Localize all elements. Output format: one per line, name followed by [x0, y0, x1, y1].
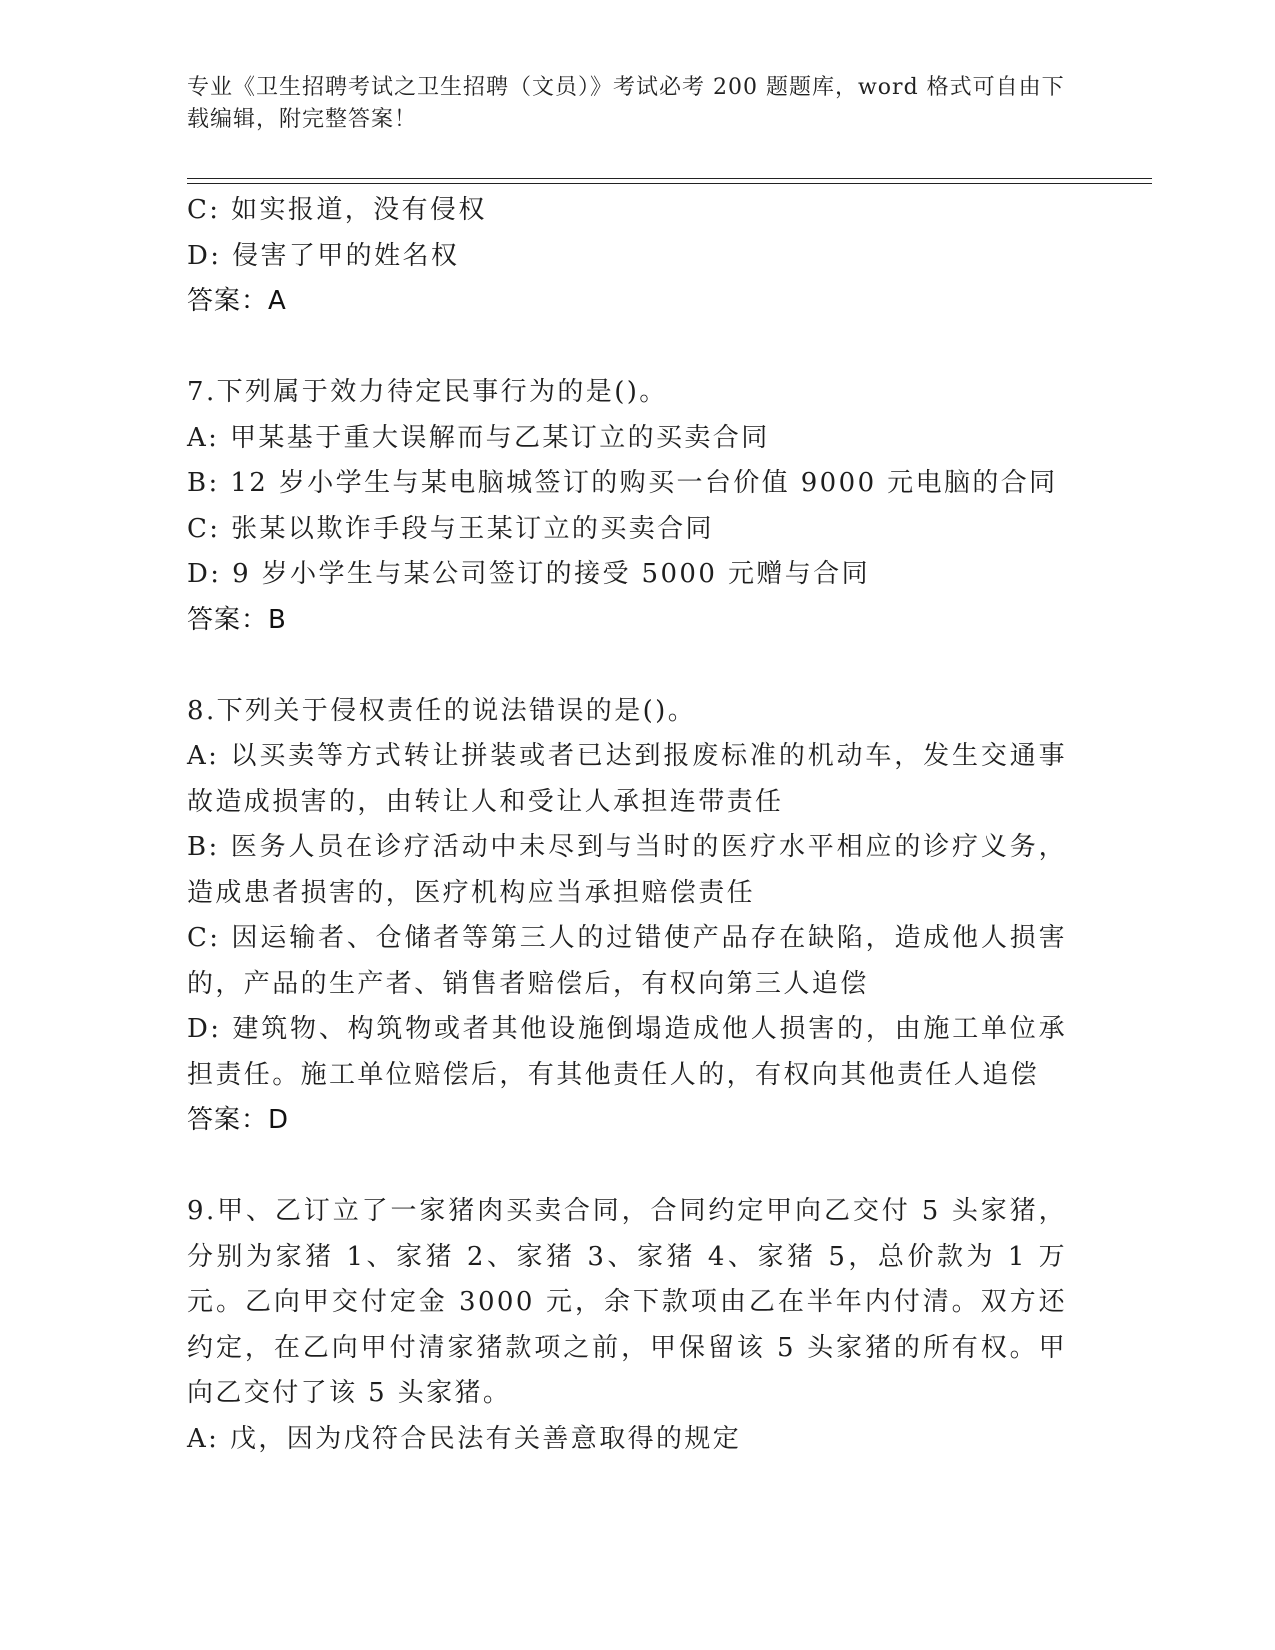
q8-question: 8.下列关于侵权责任的说法错误的是()。 — [187, 695, 697, 726]
q8-option-d: D: 建筑物、构筑物或者其他设施倒塌造成他人损害的，由施工单位承担责任。施工单位赔偿后，有其他责任人的，有权向其他责任人追偿 — [187, 1014, 1067, 1090]
q8-answer: 答案：D — [187, 1105, 290, 1135]
header-rule-top — [187, 178, 1152, 179]
q8-option-c: C: 因运输者、仓储者等第三人的过错使产品存在缺陷，造成他人损害的，产品的生产者、销售者赔偿后，有权向第三人追偿 — [187, 923, 1067, 999]
q9-question: 9.甲、乙订立了一家猪肉买卖合同，合同约定甲向乙交付 5 头家猪，分别为家猪 1、家猪 2、家猪 3、家猪 4、家猪 5，总价款为 1 万元。乙向甲交付定金 3000 元，余下款项由乙在半年内付清。双方还约定，在乙向甲付清家猪款项之前，甲保留该 5 头家猪的所有权。甲向乙交付了该 5 头家猪。 — [187, 1196, 1067, 1408]
header-rule-bottom — [187, 183, 1152, 184]
q8-option-b: B: 医务人员在诊疗活动中未尽到与当时的医疗水平相应的诊疗义务，造成患者损害的，医疗机构应当承担赔偿责任 — [187, 832, 1067, 908]
q7-answer: 答案：B — [187, 604, 287, 635]
q6-option-d: D: 侵害了甲的姓名权 — [187, 240, 460, 271]
q6-answer: 答案：A — [187, 286, 287, 316]
q7-option-c: C: 张某以欺诈手段与王某订立的买卖合同 — [187, 513, 714, 544]
q7-question: 7.下列属于效力待定民事行为的是()。 — [187, 377, 668, 407]
q6-option-c: C: 如实报道，没有侵权 — [187, 195, 487, 225]
q7-option-d: D: 9 岁小学生与某公司签订的接受 5000 元赠与合同 — [187, 559, 870, 589]
q9-option-a: A: 戊，因为戊符合民法有关善意取得的规定 — [187, 1423, 742, 1454]
spacer — [187, 1144, 1067, 1190]
spacer — [187, 643, 1067, 689]
document-header: 专业《卫生招聘考试之卫生招聘（文员）》考试必考 200 题题库，word 格式可自由下载编辑，附完整答案！ — [187, 75, 1065, 132]
spacer — [187, 325, 1067, 371]
q8-option-a: A: 以买卖等方式转让拼装或者已达到报废标准的机动车，发生交通事故造成损害的，由转让人和受让人承担连带责任 — [187, 741, 1067, 817]
q7-option-b: B: 12 岁小学生与某电脑城签订的购买一台价值 9000 元电脑的合同 — [187, 468, 1058, 498]
q7-option-a: A: 甲某基于重大误解而与乙某订立的买卖合同 — [187, 422, 770, 453]
question-content — [187, 188, 1067, 1462]
